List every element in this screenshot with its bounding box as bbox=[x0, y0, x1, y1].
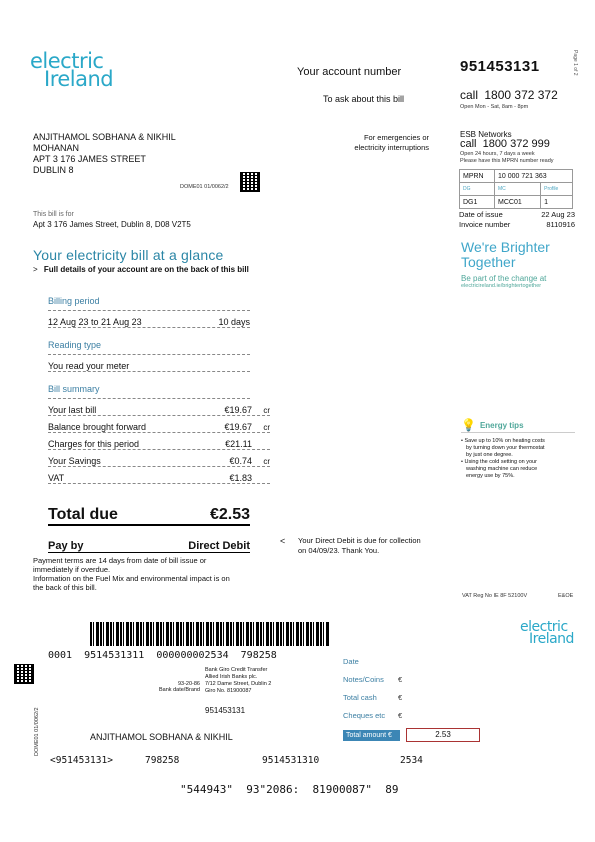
logo-small-line-2: Ireland bbox=[529, 631, 574, 647]
reading-type-value: You read your meter bbox=[48, 361, 130, 371]
giro-date-label: Date bbox=[343, 656, 359, 666]
direct-debit-line-2: on 04/09/23. Thank You. bbox=[298, 546, 380, 555]
invoice-number: 8110916 bbox=[546, 220, 575, 229]
giro-transfer-title: Bank Giro Credit Transfer bbox=[205, 667, 268, 673]
customer-line-2: MOHANAN bbox=[33, 143, 80, 153]
summary-row-vat bbox=[48, 467, 270, 484]
emergency-line-1: For emergencies or bbox=[363, 133, 429, 142]
bill-summary-rows bbox=[48, 399, 270, 484]
pay-by-label: Pay by bbox=[48, 540, 84, 552]
tip-1-c: by just one degree. bbox=[466, 452, 513, 458]
giro-bank: Allied Irish Banks plc. bbox=[205, 674, 258, 680]
document-reference: DOME01 01/0062/2 bbox=[180, 184, 229, 190]
brighter-together-promo bbox=[461, 240, 550, 290]
summary-row-last-bill bbox=[48, 399, 270, 416]
giro-total-label: Total amount bbox=[346, 731, 387, 739]
lightbulb-icon: 💡 bbox=[461, 418, 476, 432]
customer-line-4: DUBLIN 8 bbox=[33, 165, 74, 175]
mprn-profile: 1 bbox=[541, 196, 573, 209]
summary-label: Charges for this period bbox=[48, 439, 140, 449]
pay-by-method: Direct Debit bbox=[188, 540, 250, 552]
ocr-line-1-d: 2534 bbox=[400, 755, 423, 766]
electric-ireland-logo-small bbox=[520, 621, 574, 645]
tip-2-a: Using the cold setting on your bbox=[464, 459, 537, 465]
total-due-row bbox=[48, 502, 250, 526]
billing-period-label: Billing period bbox=[48, 296, 250, 311]
ocr-line-1-b: 798258 bbox=[145, 755, 180, 766]
terms-line-1: Payment terms are 14 days from date of bill issue or bbox=[33, 556, 207, 565]
glance-subtitle-text: Full details of your account are on the back of this bill bbox=[43, 265, 249, 274]
giro-account-number: 951453131 bbox=[205, 706, 246, 715]
reading-type-row bbox=[48, 355, 250, 372]
mprn-label: MPRN bbox=[460, 170, 495, 183]
payment-barcode bbox=[90, 622, 330, 646]
sort-code: 93-20-86 bbox=[177, 681, 200, 687]
total-due-amount: €2.53 bbox=[209, 506, 250, 523]
giro-number: Giro No. 81900087 bbox=[205, 688, 252, 694]
mprn-col-profile: Profile bbox=[541, 183, 573, 196]
call-word: call bbox=[460, 88, 479, 102]
emergency-hours: Open 24 hours, 7 days a week bbox=[460, 151, 535, 157]
summary-row-balance bbox=[48, 416, 270, 433]
billing-period-range: 12 Aug 23 to 21 Aug 23 bbox=[48, 317, 142, 327]
giro-cash-label: Total cash bbox=[343, 692, 377, 702]
direct-debit-note bbox=[298, 536, 421, 556]
electric-ireland-logo bbox=[30, 49, 114, 91]
mprn-col-mc: MC bbox=[495, 183, 541, 196]
total-due-label: Total due bbox=[48, 506, 118, 523]
tip-1-a: Save up to 10% on heating costs bbox=[464, 438, 545, 444]
service-hours: Open Mon - Sat, 8am - 8pm bbox=[460, 104, 529, 110]
giro-notes-label: Notes/Coins bbox=[343, 674, 384, 684]
page-indicator: Page 1 of 2 bbox=[572, 50, 578, 76]
invoice-number-label: Invoice number bbox=[459, 220, 511, 229]
bill-summary-label: Bill summary bbox=[48, 384, 250, 399]
summary-label: Your last bill bbox=[48, 405, 97, 415]
promo-line-1: We're Brighter bbox=[461, 239, 550, 255]
mprn-value: 10 000 721 363 bbox=[495, 170, 573, 183]
barcode-number: 0001 9514531311 000000002534 798258 bbox=[48, 650, 277, 661]
emergency-call-word: call bbox=[460, 138, 477, 150]
promo-line-2: Together bbox=[461, 254, 516, 270]
euro-sign: € bbox=[388, 731, 392, 739]
phone-number: 1800 372 372 bbox=[484, 88, 558, 102]
giro-cash-field[interactable] bbox=[343, 688, 483, 706]
emergency-phone-number: 1800 372 999 bbox=[482, 138, 550, 150]
summary-cr: cr bbox=[263, 423, 270, 432]
reading-type-label: Reading type bbox=[48, 340, 250, 355]
giro-date-field[interactable] bbox=[343, 652, 483, 670]
summary-cr: cr bbox=[263, 457, 270, 466]
giro-total-field[interactable] bbox=[343, 726, 483, 744]
customer-address bbox=[33, 132, 176, 176]
summary-cr: cr bbox=[263, 406, 270, 415]
terms-line-2: immediately if overdue. bbox=[33, 565, 111, 574]
payment-terms bbox=[33, 556, 230, 592]
giro-payer-name: ANJITHAMOL SOBHANA & NIKHIL bbox=[90, 732, 233, 742]
energy-tips-header bbox=[461, 418, 524, 432]
pay-by-row bbox=[48, 536, 250, 553]
summary-amount: €19.67 bbox=[224, 422, 252, 432]
eoe-label: E&OE bbox=[558, 593, 574, 599]
summary-row-charges bbox=[48, 433, 270, 450]
chevron-right-icon: > bbox=[33, 265, 38, 274]
energy-tips-list: • Save up to 10% on heating costs by turning down your thermostat by just one degree. • Using the cold setting on your washing machine can reduce energy use by 75%. bbox=[461, 438, 581, 480]
summary-amount: €19.67 bbox=[224, 405, 252, 415]
logo-small-line-1: electric bbox=[520, 619, 568, 635]
customer-line-3: APT 3 176 JAMES STREET bbox=[33, 154, 146, 164]
qr-code-icon bbox=[240, 172, 260, 192]
terms-line-3: Information on the Fuel Mix and environmental impact is on bbox=[33, 574, 230, 583]
giro-side-reference: DOME01 01/0062/2 bbox=[34, 707, 40, 756]
mprn-dg: DG1 bbox=[460, 196, 495, 209]
ocr-line-1-c: 9514531310 bbox=[262, 755, 320, 766]
summary-amount: €0.74 bbox=[229, 456, 252, 466]
glance-subtitle bbox=[33, 265, 249, 274]
logo-line-1: electric bbox=[30, 49, 104, 73]
qr-code-small-icon bbox=[14, 664, 34, 684]
account-number-label: Your account number bbox=[297, 66, 402, 78]
customer-service-phone bbox=[460, 88, 558, 102]
date-of-issue-label: Date of issue bbox=[459, 210, 503, 219]
promo-line-4: electricireland.ie/brightertogether bbox=[461, 283, 542, 289]
summary-row-savings bbox=[48, 450, 270, 467]
logo-line-2: Ireland bbox=[44, 67, 114, 91]
bank-giro-details bbox=[205, 667, 271, 695]
emergency-phone bbox=[460, 138, 550, 150]
sort-code-label: Bank date/Brand bbox=[159, 687, 200, 693]
giro-cheques-field[interactable] bbox=[343, 706, 483, 724]
billing-period-row bbox=[48, 311, 250, 328]
glance-title: Your electricity bill at a glance bbox=[33, 247, 224, 263]
euro-sign: € bbox=[398, 692, 403, 702]
issue-info bbox=[459, 210, 575, 230]
mprn-note: Please have this MPRN number ready bbox=[460, 158, 554, 164]
chevron-left-icon: < bbox=[280, 536, 286, 546]
direct-debit-line-1: Your Direct Debit is due for collection bbox=[298, 536, 421, 545]
terms-line-4: the back of this bill. bbox=[33, 583, 97, 592]
tip-1-b: by turning down your thermostat bbox=[466, 445, 545, 451]
emergency-label bbox=[340, 133, 429, 153]
emergency-line-2: electricity interruptions bbox=[354, 143, 429, 152]
bill-details bbox=[48, 296, 270, 484]
tip-2-b: washing machine can reduce bbox=[466, 466, 538, 472]
mprn-col-dg: DG bbox=[460, 183, 495, 196]
ask-about-bill-label: To ask about this bill bbox=[323, 94, 405, 104]
ocr-line-2: "544943" 93"2086: 81900087" 89 bbox=[180, 783, 399, 796]
summary-amount: €1.83 bbox=[229, 473, 252, 483]
esb-networks-label: ESB Networks bbox=[460, 130, 512, 139]
summary-label: Balance brought forward bbox=[48, 422, 147, 432]
mprn-table bbox=[459, 169, 573, 209]
energy-tips-title: Energy tips bbox=[479, 420, 524, 430]
giro-total-label-box bbox=[343, 730, 400, 741]
summary-label: VAT bbox=[48, 473, 65, 483]
bill-for-address: Apt 3 176 James Street, Dublin 8, D08 V2T5 bbox=[33, 220, 191, 229]
giro-notes-field[interactable] bbox=[343, 670, 483, 688]
summary-amount: €21.11 bbox=[225, 439, 252, 449]
giro-total-value[interactable]: 2.53 bbox=[406, 728, 480, 742]
ocr-line-1-a: <951453131> bbox=[50, 755, 113, 766]
account-number: 951453131 bbox=[460, 58, 540, 75]
energy-tips-divider bbox=[461, 432, 575, 433]
giro-cheques-label: Cheques etc bbox=[343, 710, 386, 720]
sort-code-block bbox=[155, 681, 200, 693]
billing-period-days: 10 days bbox=[218, 317, 250, 327]
tip-2-c: energy use by 75%. bbox=[466, 473, 515, 479]
mprn-mc: MCC01 bbox=[495, 196, 541, 209]
promo-line-3: Be part of the change at bbox=[461, 274, 547, 283]
giro-address: 7/12 Dame Street, Dublin 2 bbox=[205, 681, 272, 687]
euro-sign: € bbox=[398, 674, 403, 684]
customer-line-1: ANJITHAMOL SOBHANA & NIKHIL bbox=[33, 132, 176, 142]
bill-for-label: This bill is for bbox=[33, 211, 74, 218]
summary-label: Your Savings bbox=[48, 456, 101, 466]
euro-sign: € bbox=[398, 710, 403, 720]
giro-fields bbox=[343, 652, 483, 744]
date-of-issue: 22 Aug 23 bbox=[541, 210, 575, 219]
vat-registration: VAT Reg No IE 8F 52100V bbox=[462, 593, 528, 599]
